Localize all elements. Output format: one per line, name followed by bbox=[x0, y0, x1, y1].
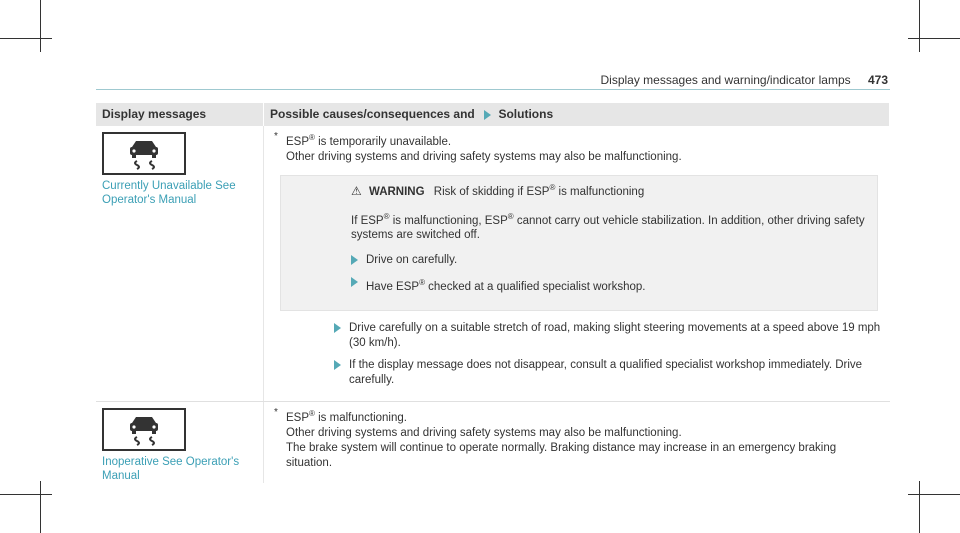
cause-text: is malfunctioning. bbox=[314, 412, 407, 425]
page-number: 473 bbox=[867, 73, 888, 87]
running-header bbox=[601, 73, 889, 87]
solution-step bbox=[334, 321, 884, 351]
cause-line-2: Other driving systems and driving safety systems may also be malfunctioning. bbox=[286, 150, 682, 163]
cause-line bbox=[274, 130, 884, 150]
registered-mark: ® bbox=[383, 211, 390, 221]
footnote-star: * bbox=[274, 131, 278, 142]
registered-mark: ® bbox=[507, 211, 514, 221]
crop-mark bbox=[0, 494, 52, 495]
solution-list bbox=[274, 321, 884, 388]
cause-text: ESP bbox=[286, 412, 310, 425]
solution-step bbox=[334, 358, 884, 388]
header-rule bbox=[96, 89, 890, 90]
col-header-solutions bbox=[264, 103, 890, 126]
warning-body bbox=[351, 209, 867, 296]
col-header-display-messages: Display messages bbox=[96, 103, 264, 126]
esp-skidding-car-icon bbox=[102, 408, 186, 451]
arrow-icon bbox=[334, 323, 341, 333]
arrow-icon bbox=[351, 255, 358, 265]
warning-title: is malfunctioning bbox=[555, 185, 645, 198]
crop-mark bbox=[40, 0, 41, 52]
running-header-title: Display messages and warning/indicator lamps bbox=[600, 73, 851, 87]
causes-solutions-cell bbox=[264, 402, 890, 484]
registered-mark: ® bbox=[419, 278, 425, 288]
cause-line-2: Other driving systems and driving safety systems may also be malfunctioning. bbox=[286, 427, 682, 440]
warning-step-text: Drive on carefully. bbox=[366, 254, 458, 267]
warning-step bbox=[351, 275, 867, 295]
warning-step-text bbox=[366, 275, 646, 295]
esp-skidding-car-icon bbox=[102, 132, 186, 175]
cause-text: is temporarily unavailable. bbox=[314, 135, 452, 148]
warning-triangle-icon: ⚠ bbox=[351, 183, 362, 198]
col-header-solutions-label: Solutions bbox=[498, 107, 554, 121]
solution-text: If the display message does not disappear, consult a qualified specialist workshop immediately. Drive carefully. bbox=[349, 359, 863, 387]
solution-text: Drive carefully on a suitable stretch of road, making slight steering movements at a speed above 19 mph (30 km/h). bbox=[349, 322, 881, 350]
arrow-icon bbox=[484, 110, 491, 120]
display-messages-table bbox=[96, 103, 890, 483]
warning-heading bbox=[351, 180, 867, 200]
crop-mark bbox=[40, 481, 41, 533]
crop-mark bbox=[919, 0, 920, 52]
crop-mark bbox=[908, 494, 960, 495]
crop-mark bbox=[0, 38, 52, 39]
causes-solutions-cell bbox=[264, 126, 890, 402]
registered-mark: ® bbox=[549, 182, 556, 192]
table-header-row bbox=[96, 103, 890, 126]
warning-title: Risk of skidding if ESP bbox=[433, 185, 550, 198]
warning-body-text: If ESP bbox=[351, 214, 384, 227]
cause-text: ESP bbox=[286, 135, 310, 148]
table-row bbox=[96, 126, 890, 402]
display-message-cell bbox=[96, 126, 264, 402]
display-message-caption: Inoperative See Operator's Manual bbox=[102, 456, 240, 483]
registered-mark: ® bbox=[309, 133, 315, 142]
col-header-causes-label: Possible causes/consequences and bbox=[270, 107, 475, 121]
arrow-icon bbox=[351, 277, 358, 287]
registered-mark: ® bbox=[309, 409, 315, 419]
display-message-cell bbox=[96, 402, 264, 484]
footnote-star: * bbox=[274, 407, 278, 419]
crop-mark bbox=[908, 38, 960, 39]
display-message-caption: Currently Unavailable See Operator's Manual bbox=[102, 180, 236, 206]
table-row bbox=[96, 402, 890, 484]
warning-label: WARNING bbox=[368, 185, 425, 198]
warning-body-text: cannot carry out vehicle stabilization. In addition, other driving safety systems are switched off. bbox=[351, 214, 865, 242]
warning-step bbox=[351, 253, 867, 268]
warning-body-text: is malfunctioning, ESP bbox=[389, 214, 508, 227]
cause-line-3: The brake system will continue to operate normally. Braking distance may increase in an emergency braking situation. bbox=[286, 442, 837, 470]
arrow-icon bbox=[334, 360, 341, 370]
cause-line bbox=[274, 406, 884, 426]
warning-step-text-part: Have ESP bbox=[366, 281, 420, 294]
warning-box bbox=[280, 175, 878, 311]
warning-step-text-part: checked at a qualified specialist workshop. bbox=[424, 281, 646, 294]
crop-mark bbox=[919, 481, 920, 533]
